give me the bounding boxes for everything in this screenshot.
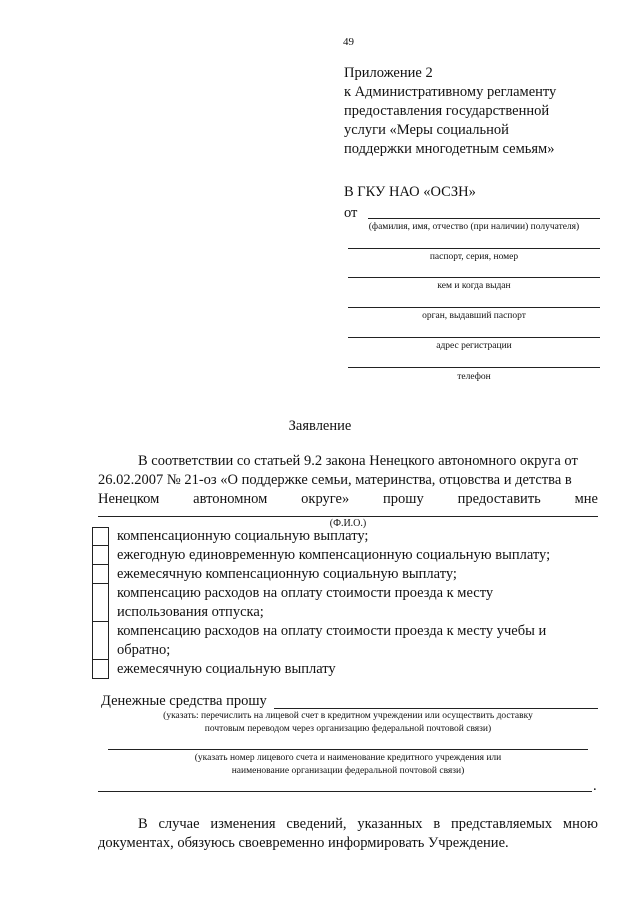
option-row xyxy=(92,546,550,565)
option-checkbox[interactable] xyxy=(92,660,109,679)
option-label: ежемесячную социальную выплату xyxy=(117,661,336,677)
option-row xyxy=(92,565,550,584)
option-label-line: обратно; xyxy=(117,642,171,658)
word: округе» xyxy=(301,491,350,507)
account-line[interactable] xyxy=(108,749,588,750)
appendix-line: предоставления государственной xyxy=(344,103,550,119)
word: В xyxy=(138,816,148,832)
appendix-header xyxy=(344,64,556,159)
address-line[interactable] xyxy=(348,337,600,338)
option-checkbox[interactable] xyxy=(92,546,109,565)
closing-line-1 xyxy=(138,815,598,834)
appendix-line: к Административному регламенту xyxy=(344,84,557,100)
addressee: В ГКУ НАО «ОСЗН» xyxy=(344,184,476,200)
issued-by-line[interactable] xyxy=(348,277,600,278)
option-label-line: использования отпуска; xyxy=(117,604,264,620)
body-line-3 xyxy=(98,490,598,509)
option-checkbox[interactable] xyxy=(92,622,109,660)
money-method-line[interactable] xyxy=(274,708,598,709)
word: представляемых xyxy=(450,816,553,832)
money-hint-1: (указать: перечислить на лицевой счет в кредитном учреждении или осуществить доставку xyxy=(163,711,533,721)
issued-by-caption: кем и когда выдан xyxy=(437,281,511,291)
option-label: ежегодную единовременную компенсационную социальную выплату; xyxy=(117,547,551,563)
option-checkbox[interactable] xyxy=(92,565,109,584)
fio-line[interactable] xyxy=(98,516,598,517)
option-row xyxy=(92,527,550,546)
page-number: 49 xyxy=(343,36,354,48)
option-label: ежемесячную компенсационную социальную выплату; xyxy=(117,566,457,582)
money-hint-2: почтовым переводом через организацию федеральной почтовой связи) xyxy=(204,724,492,734)
appendix-line: услуги «Меры социальной xyxy=(344,122,509,138)
word: мною xyxy=(562,816,598,832)
issuing-authority-caption: орган, выдавший паспорт xyxy=(422,311,526,321)
option-row xyxy=(92,584,550,622)
word: в xyxy=(433,816,441,832)
option-label xyxy=(109,622,546,660)
word: указанных xyxy=(357,816,423,832)
phone-caption: телефон xyxy=(457,372,491,382)
word: Ненецком xyxy=(98,491,160,507)
word: прошу xyxy=(383,491,424,507)
appendix-line: Приложение 2 xyxy=(344,65,433,81)
phone-line[interactable] xyxy=(348,367,600,368)
word: изменения xyxy=(210,816,276,832)
option-row xyxy=(92,660,550,679)
option-label-line: компенсацию расходов на оплату стоимости проезда к месту учебы и xyxy=(117,623,547,639)
from-label: от xyxy=(344,205,358,221)
option-label: компенсационную социальную выплату; xyxy=(117,528,369,544)
option-row xyxy=(92,622,550,660)
passport-line[interactable] xyxy=(348,248,600,249)
document-title: Заявление xyxy=(288,418,352,434)
bank-line[interactable] xyxy=(98,791,592,792)
end-mark: . xyxy=(593,778,597,794)
appendix-line: поддержки многодетным семьям» xyxy=(344,141,555,157)
body-line-2: 26.02.2007 № 21-оз «О поддержке семьи, материнства, отцовства и детства в xyxy=(98,472,572,488)
word: автономном xyxy=(193,491,268,507)
option-checkbox[interactable] xyxy=(92,527,109,546)
option-label xyxy=(109,584,493,622)
account-hint-2: наименование организации федеральной почтовой связи) xyxy=(231,766,465,776)
applicant-name-caption: (фамилия, имя, отчество (при наличии) получателя) xyxy=(368,222,580,232)
money-label: Денежные средства прошу xyxy=(101,693,267,709)
issuing-authority-line[interactable] xyxy=(348,307,600,308)
word: мне xyxy=(574,491,598,507)
closing-line-2: документах, обязуюсь своевременно информировать Учреждение. xyxy=(98,835,509,851)
passport-caption: паспорт, серия, номер xyxy=(429,252,519,262)
word: случае xyxy=(158,816,200,832)
option-checkbox[interactable] xyxy=(92,584,109,622)
benefit-options xyxy=(92,527,550,679)
word: сведений, xyxy=(286,816,347,832)
body-line-1: В соответствии со статьей 9.2 закона Ненецкого автономного округа от xyxy=(138,453,578,469)
address-caption: адрес регистрации xyxy=(436,341,512,351)
account-hint-1: (указать номер лицевого счета и наименование кредитного учреждения или xyxy=(194,753,502,763)
word: предоставить xyxy=(457,491,541,507)
fio-caption: (Ф.И.О.) xyxy=(329,518,367,529)
option-label-line: компенсацию расходов на оплату стоимости проезда к месту xyxy=(117,585,494,601)
applicant-name-line[interactable] xyxy=(368,218,600,219)
